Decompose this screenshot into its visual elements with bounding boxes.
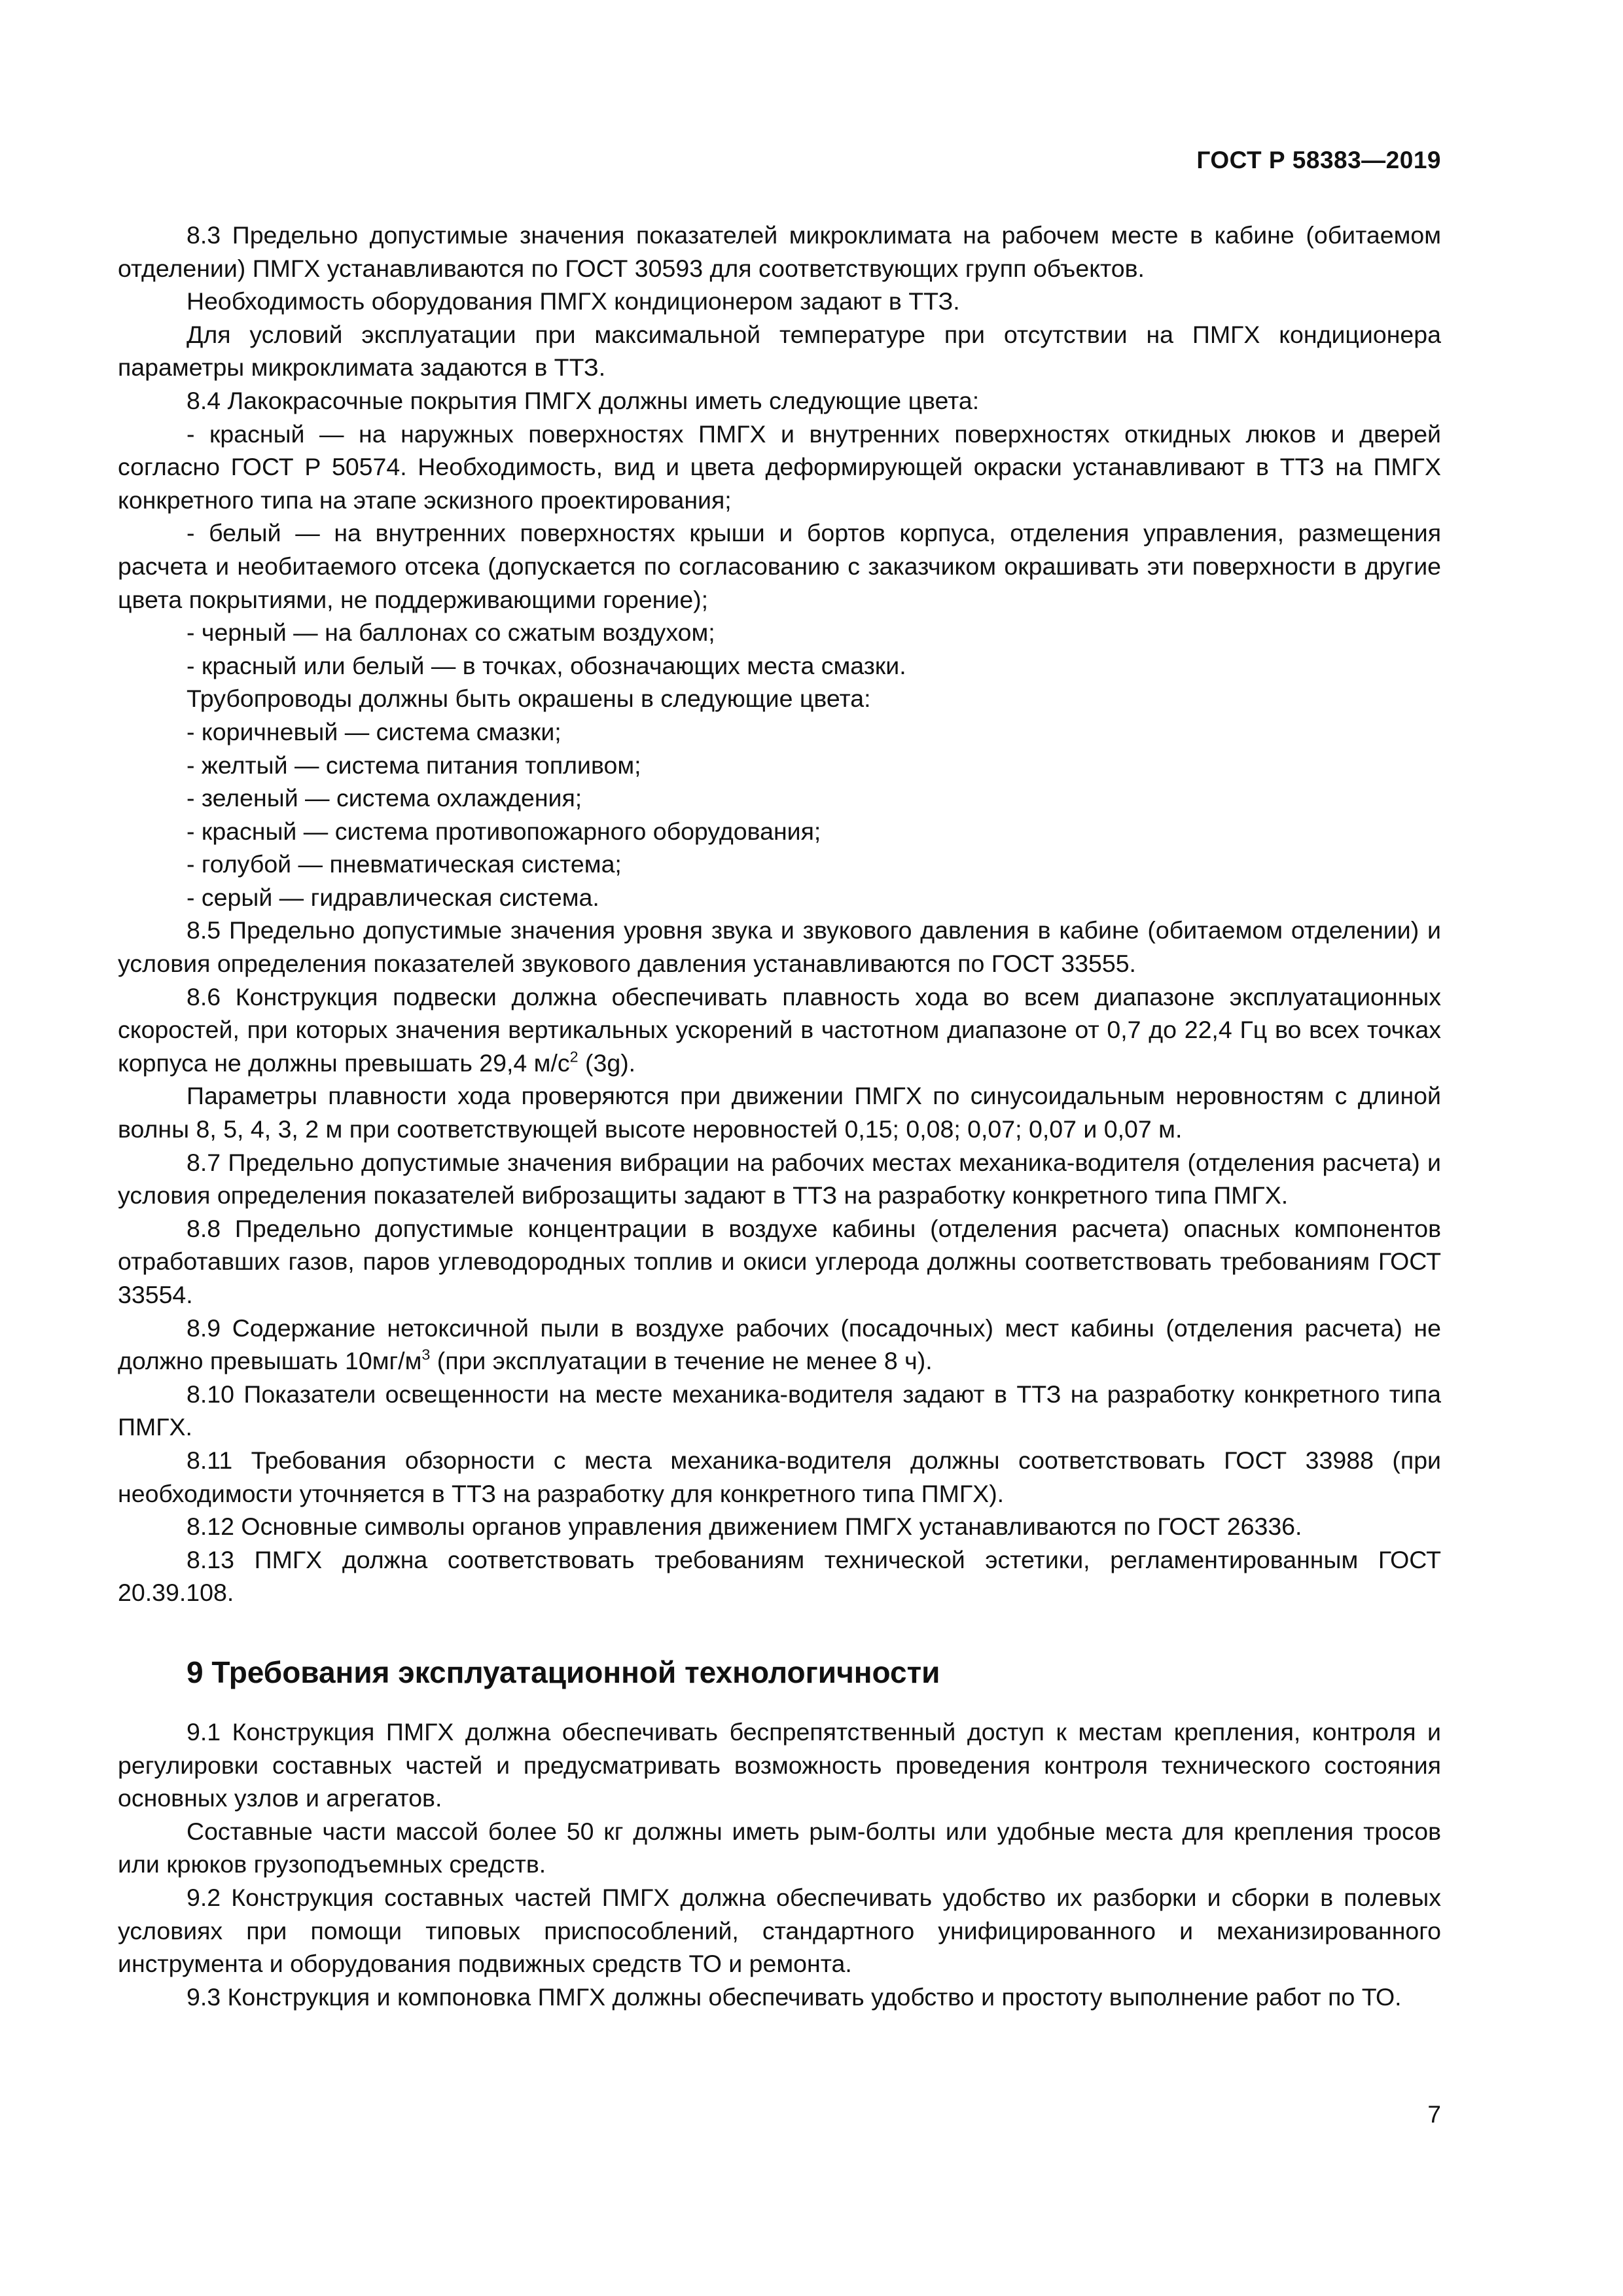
paragraph-8-11: 8.11 Требования обзорности с места механика-водителя должны соответствовать ГОСТ 33988 (при необходимости уточняется в ТТЗ на разработку для конкретного типа ПМГХ). [118, 1446, 1441, 1507]
superscript-squared: 2 [569, 1048, 579, 1066]
paragraph-8-10: 8.10 Показатели освещенности на месте механика-водителя задают в ТТЗ на разработку конкретного типа ПМГХ. [118, 1380, 1441, 1441]
list-item-green: - зеленый — система охлаждения; [187, 784, 582, 812]
paragraph-8-6 [118, 980, 1441, 1080]
paragraph-smoothness-params: Параметры плавности хода проверяются при движении ПМГХ по синусоидальным неровностям с длиной волны 8, 5, 4, 3, 2 м при соответствующей высоте неровностей 0,15; 0,08; 0,07; 0,07 и 0,07 м. [118, 1082, 1441, 1143]
paragraph-9-2: 9.2 Конструкция составных частей ПМГХ должна обеспечивать удобство их разборки и сборки в полевых условиях при помощи типовых приспособлений, стандартного унифицированного и механизированного инструмента и оборудования подвижных средств ТО и ремонта. [118, 1883, 1441, 1978]
list-item-white-surfaces: - белый — на внутренних поверхностях крыши и бортов корпуса, отделения управления, размещения расчета и необитаемого отсека (допускается по согласованию с заказчиком окрашивать эти поверхности в другие цвета покрытиями, не поддерживающими горение); [118, 519, 1441, 613]
list-item-red-fire: - красный — система противопожарного оборудования; [187, 817, 821, 845]
paragraph-8-4: 8.4 Лакокрасочные покрытия ПМГХ должны иметь следующие цвета: [187, 386, 980, 414]
list-item-blue: - голубой — пневматическая система; [187, 850, 622, 878]
document-header: ГОСТ Р 58383—2019 [1196, 147, 1441, 173]
list-item-red-surfaces: - красный — на наружных поверхностях ПМГХ и внутренних поверхностях откидных люков и дверей согласно ГОСТ Р 50574. Необходимость, вид и цвета деформирующей окраски устанавливают в ТТЗ на ПМГХ конкретного типа на этапе эскизного проектирования; [118, 420, 1441, 514]
section-9-heading: 9 Требования эксплуатационной технологичности [187, 1655, 940, 1689]
paragraph-8-9-text: 8.9 Содержание нетоксичной пыли в воздухе рабочих (посадочных) мест кабины (отделения расчета) не должно превышать 10мг/м [118, 1314, 1441, 1375]
paragraph-8-6-text: 8.6 Конструкция подвески должна обеспечивать плавность хода во всем диапазоне эксплуатационных скоростей, при которых значения вертикальных ускорений в частотном диапазоне от 0,7 до 22,4 Гц во всех точках корпуса не должны превышать 29,4 м/с [118, 982, 1441, 1077]
page-body [118, 219, 1441, 2013]
superscript-cubed: 3 [421, 1346, 431, 1363]
list-item-gray: - серый — гидравлическая система. [187, 883, 599, 911]
paragraph-8-8: 8.8 Предельно допустимые концентрации в воздухе кабины (отделения расчета) опасных компонентов отработавших газов, паров углеводородных топлив и окиси углерода должны соответствовать требованиям ГОСТ 33554. [118, 1214, 1441, 1308]
paragraph-pipelines: Трубопроводы должны быть окрашены в следующие цвета: [187, 685, 871, 713]
paragraph-8-9 [118, 1312, 1441, 1378]
paragraph-air-conditioner: Необходимость оборудования ПМГХ кондиционером задают в ТТЗ. [187, 287, 960, 315]
list-item-red-or-white: - красный или белый — в точках, обозначающих места смазки. [187, 651, 906, 679]
paragraph-8-6-tail: (3g). [578, 1049, 636, 1077]
list-item-yellow: - желтый — система питания топливом; [187, 751, 641, 779]
paragraph-8-9-tail: (при эксплуатации в течение не менее 8 ч). [430, 1347, 933, 1375]
paragraph-8-5: 8.5 Предельно допустимые значения уровня звука и звукового давления в кабине (обитаемом отделении) и условия определения показателей звукового давления устанавливаются по ГОСТ 33555. [118, 916, 1441, 978]
paragraph-eyebolts: Составные части массой более 50 кг должны иметь рым-болты или удобные места для крепления тросов или крюков грузоподъемных средств. [118, 1817, 1441, 1878]
paragraph-9-1: 9.1 Конструкция ПМГХ должна обеспечивать беспрепятственный доступ к местам крепления, контроля и регулировки составных частей и предусматривать возможность проведения контроля технического состояния основных узлов и агрегатов. [118, 1717, 1441, 1812]
list-item-black: - черный — на баллонах со сжатым воздухом; [187, 619, 715, 647]
paragraph-8-13: 8.13 ПМГХ должна соответствовать требованиям технической эстетики, регламентированным ГОСТ 20.39.108. [118, 1545, 1441, 1607]
list-item-brown: - коричневый — система смазки; [187, 717, 562, 745]
page-number: 7 [1427, 2101, 1441, 2128]
paragraph-max-temperature: Для условий эксплуатации при максимальной температуре при отсутствии на ПМГХ кондиционера параметры микроклимата задаются в ТТЗ. [118, 320, 1441, 382]
paragraph-8-7: 8.7 Предельно допустимые значения вибрации на рабочих местах механика-водителя (отделения расчета) и условия определения показателей виброзащиты задают в ТТЗ на разработку конкретного типа ПМГХ. [118, 1148, 1441, 1210]
paragraph-8-12: 8.12 Основные символы органов управления движением ПМГХ устанавливаются по ГОСТ 26336. [187, 1513, 1302, 1541]
paragraph-8-3: 8.3 Предельно допустимые значения показателей микроклимата на рабочем месте в кабине (обитаемом отделении) ПМГХ устанавливаются по ГОСТ 30593 для соответствующих групп объектов. [118, 221, 1441, 282]
paragraph-9-3: 9.3 Конструкция и компоновка ПМГХ должны обеспечивать удобство и простоту выполнение работ по ТО. [187, 1982, 1402, 2011]
